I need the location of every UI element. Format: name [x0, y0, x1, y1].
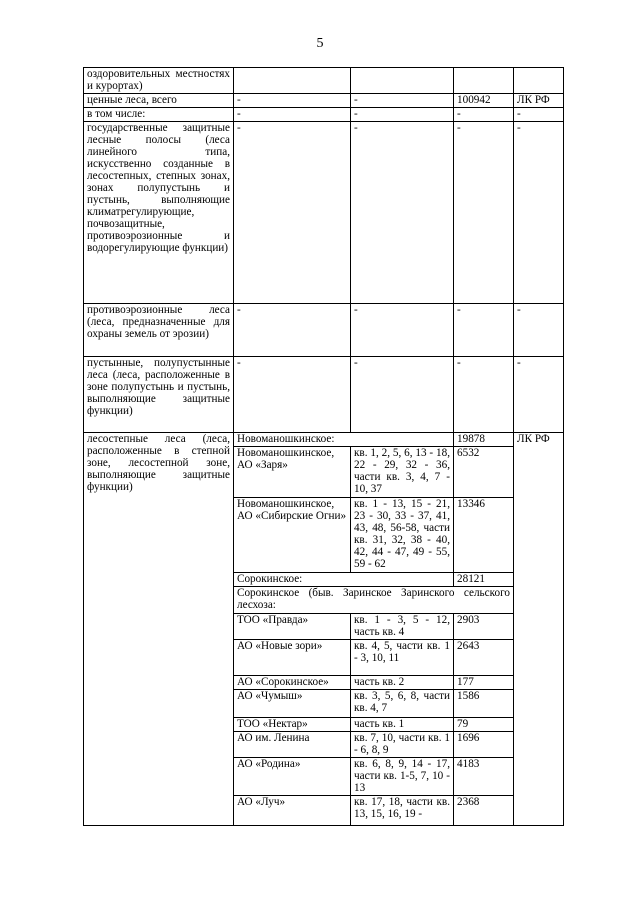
category-cell: ценные леса, всего [84, 94, 234, 108]
quarters-cell: - [351, 304, 454, 357]
location-cell: - [234, 304, 351, 357]
location-cell: - [234, 122, 351, 304]
location-cell: АО «Новые зори» [234, 640, 351, 676]
location-cell: - [234, 108, 351, 122]
table-row [84, 357, 564, 433]
area-cell: - [454, 304, 514, 357]
location-cell: АО «Родина» [234, 758, 351, 796]
location-cell: Новоманошкинское, АО «Заря» [234, 447, 351, 498]
quarters-cell: кв. 3, 5, 6, 8, части кв. 4, 7 [351, 690, 454, 718]
category-cell: противоэрозионные леса (леса, предназначенные для охраны земель от эрозии) [84, 304, 234, 357]
table-row [84, 304, 564, 357]
quarters-cell: - [351, 94, 454, 108]
basis-cell: ЛК РФ [514, 94, 564, 108]
location-cell: ТОО «Правда» [234, 614, 351, 640]
table-row [84, 94, 564, 108]
quarters-cell: - [351, 108, 454, 122]
location-cell [234, 68, 351, 94]
category-cell: в том числе: [84, 108, 234, 122]
area-cell: 100942 [454, 94, 514, 108]
table-row [84, 433, 564, 447]
quarters-cell: кв. 17, 18, части кв. 13, 15, 16, 19 - [351, 796, 454, 826]
category-cell: государственные защитные лесные полосы (леса линейного типа, искусственно созданные в лесостепных, степных зонах, зонах полупустынь и пустынь, выполняющие климатрегулирующие, почвозащитные, противоэрозионные и водорегулирующие функции) [84, 122, 234, 304]
area-cell: 28121 [454, 573, 514, 587]
area-cell: 6532 [454, 447, 514, 498]
location-cell: АО «Луч» [234, 796, 351, 826]
location-cell: Сорокинское: [234, 573, 454, 587]
quarters-cell: часть кв. 1 [351, 718, 454, 732]
quarters-cell: кв. 1 - 3, 5 - 12, часть кв. 4 [351, 614, 454, 640]
forest-table [83, 67, 564, 826]
category-cell: лесостепные леса (леса, расположенные в степной зоне, лесостепной зоне, выполняющие защитные функции) [84, 433, 234, 826]
basis-cell: - [514, 304, 564, 357]
quarters-cell: кв. 4, 5, части кв. 1 - 3, 10, 11 [351, 640, 454, 676]
location-cell: - [234, 94, 351, 108]
basis-cell: - [514, 357, 564, 433]
basis-cell: - [514, 122, 564, 304]
category-cell: оздоровительных местностях и курортах) [84, 68, 234, 94]
area-cell: - [454, 357, 514, 433]
quarters-cell: кв. 7, 10, части кв. 1 - 6, 8, 9 [351, 732, 454, 758]
quarters-cell [351, 68, 454, 94]
basis-cell [514, 68, 564, 94]
quarters-cell: - [351, 122, 454, 304]
area-cell: 2643 [454, 640, 514, 676]
area-cell: - [454, 122, 514, 304]
area-cell: 19878 [454, 433, 514, 447]
table-row [84, 108, 564, 122]
area-cell: 1696 [454, 732, 514, 758]
location-cell: АО «Чумыш» [234, 690, 351, 718]
area-cell: 4183 [454, 758, 514, 796]
area-cell: 1586 [454, 690, 514, 718]
area-cell: 79 [454, 718, 514, 732]
quarters-cell: кв. 1 - 13, 15 - 21, 23 - 30, 33 - 37, 41, 43, 48, 56-58, части кв. 31, 32, 38 - 40, 42, 44 - 47, 49 - 55, 59 - 62 [351, 498, 454, 573]
area-cell: - [454, 108, 514, 122]
area-cell [454, 68, 514, 94]
area-cell: 13346 [454, 498, 514, 573]
page-number: 5 [316, 36, 324, 51]
quarters-cell: кв. 1, 2, 5, 6, 13 - 18, 22 - 29, 32 - 36, части кв. 3, 4, 7 - 10, 37 [351, 447, 454, 498]
location-cell: Новоманошкинское, АО «Сибирские Огни» [234, 498, 351, 573]
area-cell: 177 [454, 676, 514, 690]
location-cell: ТОО «Нектар» [234, 718, 351, 732]
table-row [84, 68, 564, 94]
area-cell: 2368 [454, 796, 514, 826]
basis-cell: - [514, 108, 564, 122]
category-cell: пустынные, полупустынные леса (леса, расположенные в зоне полупустынь и пустынь, выполняющие защитные функции) [84, 357, 234, 433]
location-cell: Новоманошкинское: [234, 433, 454, 447]
quarters-cell: часть кв. 2 [351, 676, 454, 690]
location-cell: - [234, 357, 351, 433]
table-row [84, 122, 564, 304]
quarters-cell: - [351, 357, 454, 433]
quarters-cell: кв. 6, 8, 9, 14 - 17, части кв. 1-5, 7, 10 - 13 [351, 758, 454, 796]
area-cell: 2903 [454, 614, 514, 640]
location-cell: АО им. Ленина [234, 732, 351, 758]
location-cell: АО «Сорокинское» [234, 676, 351, 690]
basis-cell: ЛК РФ [514, 433, 564, 826]
location-cell: Сорокинское (быв. Заринское Заринского сельского лесхоза: [234, 587, 514, 614]
